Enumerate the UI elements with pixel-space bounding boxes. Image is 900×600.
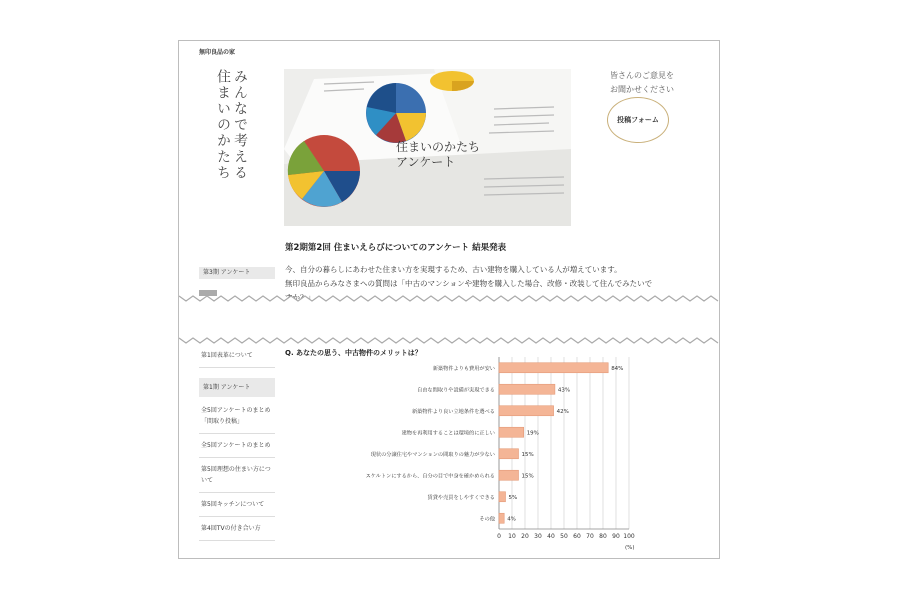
value-label-7: 4% bbox=[507, 516, 516, 523]
article-paragraph-2: 無印良品からみなさまへの質問は「中古のマンションや建物を購入した場合、改修・改装して住んでみたいで bbox=[285, 279, 653, 288]
sidebar-item-summary-floorplan[interactable]: 全5回アンケートのまとめ「間取り投稿」 bbox=[199, 399, 275, 434]
cta-note-line-2: お聞かせください bbox=[610, 85, 674, 94]
bar-4 bbox=[499, 449, 519, 459]
x-tick-label-8: 80 bbox=[599, 533, 607, 540]
submit-form-button[interactable] bbox=[607, 97, 669, 143]
value-label-4: 15% bbox=[521, 451, 534, 458]
bar-1 bbox=[499, 384, 555, 394]
sidebar-section-1st[interactable]: 第1期 アンケート bbox=[199, 378, 275, 397]
bar-6 bbox=[499, 492, 506, 502]
sidebar-section-3rd[interactable]: 第3期 アンケート bbox=[199, 267, 275, 279]
category-label-2: 新築物件より良い立地条件を選べる bbox=[411, 408, 495, 415]
page-frame bbox=[178, 40, 720, 559]
sidebar-nav bbox=[199, 344, 275, 541]
sidebar-item-top[interactable]: 第1回表革について bbox=[199, 344, 275, 368]
sidebar-item-kitchen[interactable]: 第5回キッチンについて bbox=[199, 493, 275, 517]
category-label-3: 建物を再利用することは環境的に正しい bbox=[401, 430, 495, 437]
category-label-6: 賃貸や売買をしやすくできる bbox=[427, 494, 495, 501]
hero-image bbox=[284, 69, 571, 226]
x-tick-label-1: 10 bbox=[508, 533, 516, 540]
bar-5 bbox=[499, 470, 519, 480]
x-tick-label-9: 90 bbox=[612, 533, 620, 540]
x-tick-label-4: 40 bbox=[547, 533, 555, 540]
x-tick-label-3: 30 bbox=[534, 533, 542, 540]
x-tick-label-5: 50 bbox=[560, 533, 568, 540]
sidebar-item-summary[interactable]: 全5回アンケートのまとめ bbox=[199, 434, 275, 458]
vertical-title-line-1: みんなで考える bbox=[232, 69, 248, 181]
cta-note bbox=[587, 69, 697, 97]
x-tick-label-7: 70 bbox=[586, 533, 594, 540]
sidebar-item-ideal-living[interactable]: 第5回理想の住まい方について bbox=[199, 458, 275, 493]
hero-caption-line-1: 住まいのかたち bbox=[396, 140, 481, 154]
category-label-4: 現状の分譲住宅やマンションの間取りの魅力が少ない bbox=[370, 451, 495, 458]
value-label-2: 42% bbox=[556, 408, 569, 415]
bar-3 bbox=[499, 427, 524, 437]
article-title: 第2期第2回 住まいえらびについてのアンケート 結果発表 bbox=[285, 243, 507, 253]
bar-7 bbox=[499, 513, 504, 523]
category-label-0: 新築物件よりも費用が安い bbox=[432, 365, 495, 372]
x-tick-label-10: 100 bbox=[623, 533, 635, 540]
value-label-5: 15% bbox=[521, 473, 534, 480]
hero-caption-line-2: アンケート bbox=[396, 155, 456, 169]
value-label-6: 5% bbox=[508, 494, 518, 501]
question-title: Q. あなたの思う、中古物件のメリットは？ bbox=[285, 349, 422, 357]
x-tick-label-0: 0 bbox=[497, 533, 501, 540]
torn-divider bbox=[179, 290, 719, 344]
article-paragraph-3: すか？」 bbox=[285, 293, 315, 302]
brand-logo[interactable]: 無印良品の家 bbox=[199, 49, 236, 56]
cta-note-line-1: 皆さんのご意見を bbox=[610, 71, 674, 80]
merit-bar-chart bbox=[319, 357, 709, 557]
x-axis-unit-label: (%) bbox=[625, 545, 635, 551]
x-tick-label-2: 20 bbox=[521, 533, 529, 540]
value-label-1: 43% bbox=[557, 387, 571, 394]
vertical-title-line-2: 住まいのかたち bbox=[215, 69, 231, 181]
x-tick-label-6: 60 bbox=[573, 533, 581, 540]
submit-form-label: 投稿フォーム bbox=[617, 116, 659, 124]
article-paragraph-1: 今、自分の暮らしにあわせた住まい方を実現するため、古い建物を購入している人が増えています。 bbox=[285, 265, 622, 274]
value-label-0: 84% bbox=[611, 365, 624, 372]
category-label-1: 自由な間取りや設備が実現できる bbox=[417, 387, 495, 394]
value-label-3: 19% bbox=[526, 430, 539, 437]
sidebar-item-tv[interactable]: 第4回TVの付き合い方 bbox=[199, 517, 275, 541]
category-label-7: その他 bbox=[479, 516, 495, 523]
bar-2 bbox=[499, 406, 554, 416]
bar-0 bbox=[499, 363, 608, 373]
category-label-5: スケルトンにするから、自分の目で中身を確かめられる bbox=[365, 473, 495, 480]
